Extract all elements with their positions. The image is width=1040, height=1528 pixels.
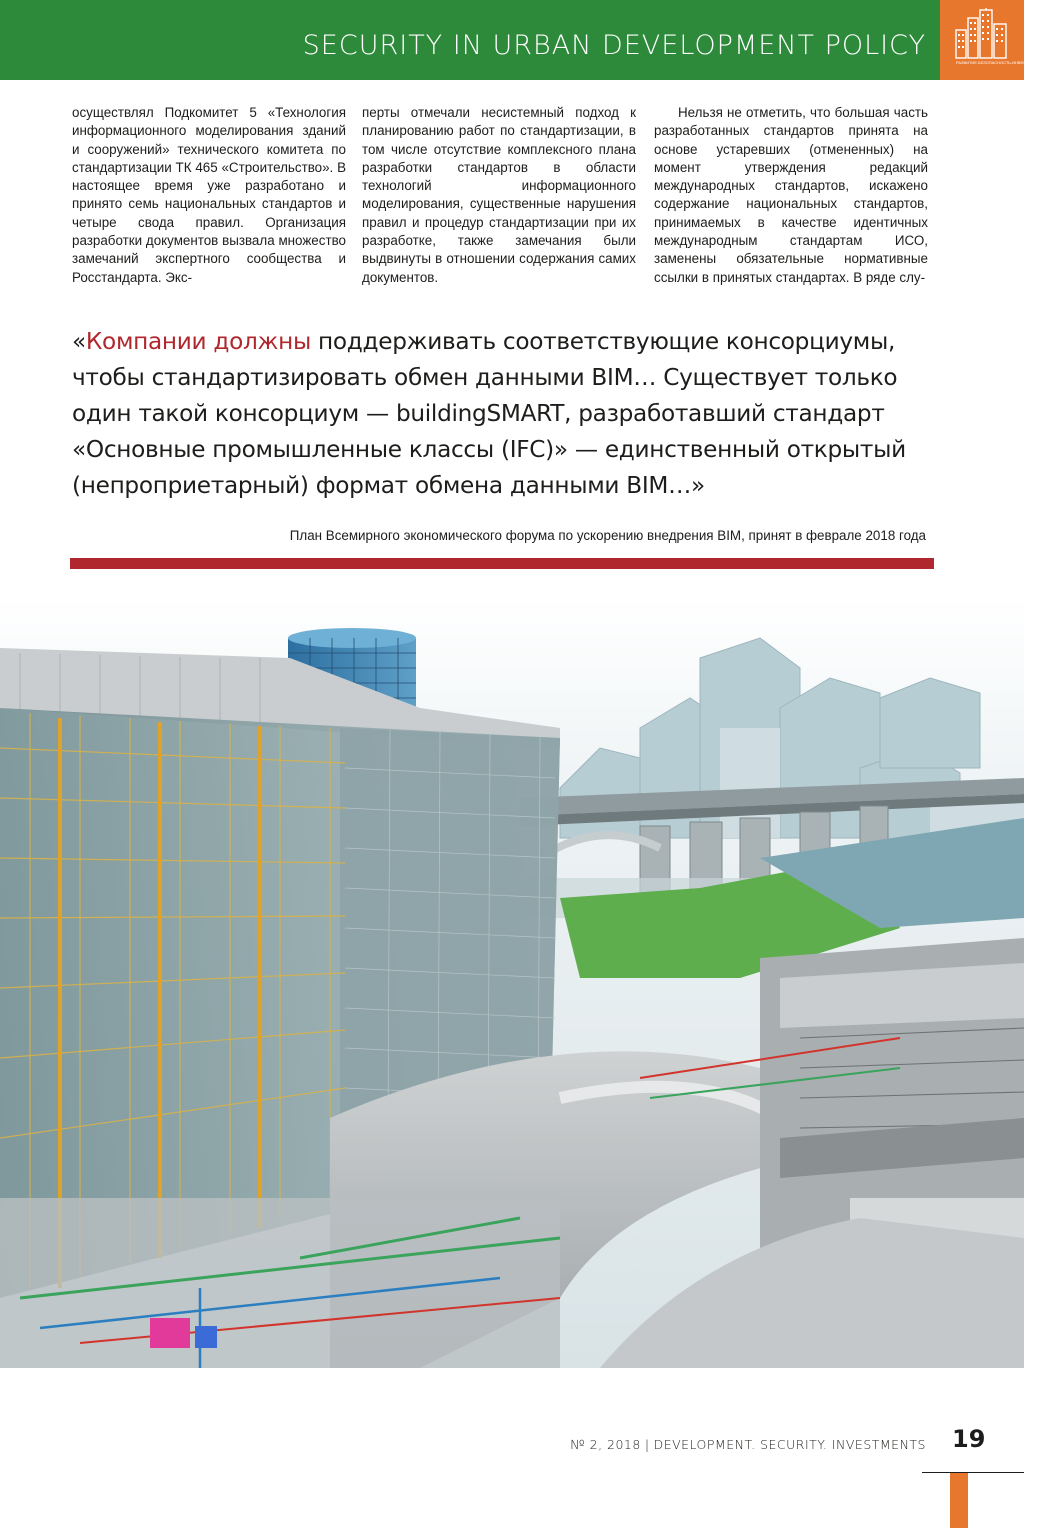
text-column-2 <box>362 104 636 287</box>
footer-separator: | <box>644 1437 650 1452</box>
footer-issue: № 2, 2018 <box>570 1437 641 1452</box>
text-column-1 <box>72 104 346 287</box>
column-paragraph: перты отмечали несистемный подход к планированию работ по стандартизации, в том числе отсутствие комплексного плана разработки стандартов в области технологий информационного моделирования, существенные нарушения правил и процедур стандартизации при их разработке, также замечания были выдвинуты в отношении содержания самих документов. <box>362 105 636 285</box>
city-skyline-icon <box>952 8 1012 60</box>
quote-open-mark: « <box>72 328 86 355</box>
footer-rule <box>922 1472 1024 1473</box>
text-column-3 <box>654 104 928 287</box>
logo-caption: РАЗВИТИЕ.БЕЗОПАСНОСТЬ.ИНВЕСТИЦИИ <box>956 60 1040 65</box>
red-divider <box>70 558 934 569</box>
quote-body: поддерживать соответствующие консорциумы, чтобы стандартизировать обмен данными BIM… Существует только один такой консорциум — buildingSMART, разработавший стандарт «Основные промышленные классы (IFC)» — единственный открытый (непроприетарный) формат обмена данными BIM…» <box>72 328 906 499</box>
column-paragraph: Нельзя не отметить, что большая часть разработанных стандартов принята на основе устаревших (отмененных) на момент утверждения редакций международных стандартов, искажено содержание национальных стандартов, принимаемых в качестве идентичных международным стандартам ИСО, заменены обязательные нормативные ссылки в принятых стандартах. В ряде слу- <box>654 105 928 285</box>
footer-journal: DEVELOPMENT. SECURITY. INVESTMENTS <box>653 1437 926 1452</box>
journal-logo <box>940 0 1040 80</box>
pull-quote <box>72 324 932 504</box>
section-title: SECURITY IN URBAN DEVELOPMENT POLICY <box>302 30 926 61</box>
page-number: 19 <box>952 1425 986 1453</box>
header-bar <box>0 0 940 80</box>
footer-orange-tab <box>950 1473 968 1528</box>
bim-building-model-illustration <box>0 598 1024 1368</box>
footer-issue-line <box>570 1437 926 1452</box>
quote-accent: Компании должны <box>85 328 311 355</box>
bim-illustration-drawing <box>0 598 1024 1368</box>
quote-source: План Всемирного экономического форума по ускорению внедрения BIM, принят в феврале 2018 года <box>289 528 926 543</box>
column-paragraph: осуществлял Подкомитет 5 «Технология информационного моделирования зданий и сооружений» технического комитета по стандартизации ТК 465 «Строительство». В настоящее время уже разработано и принято семь национальных стандартов и четыре свода правил. Организация разработки документов вызвала множество замечаний экспертного сообщества и Росстандарта. Экс- <box>72 105 346 285</box>
